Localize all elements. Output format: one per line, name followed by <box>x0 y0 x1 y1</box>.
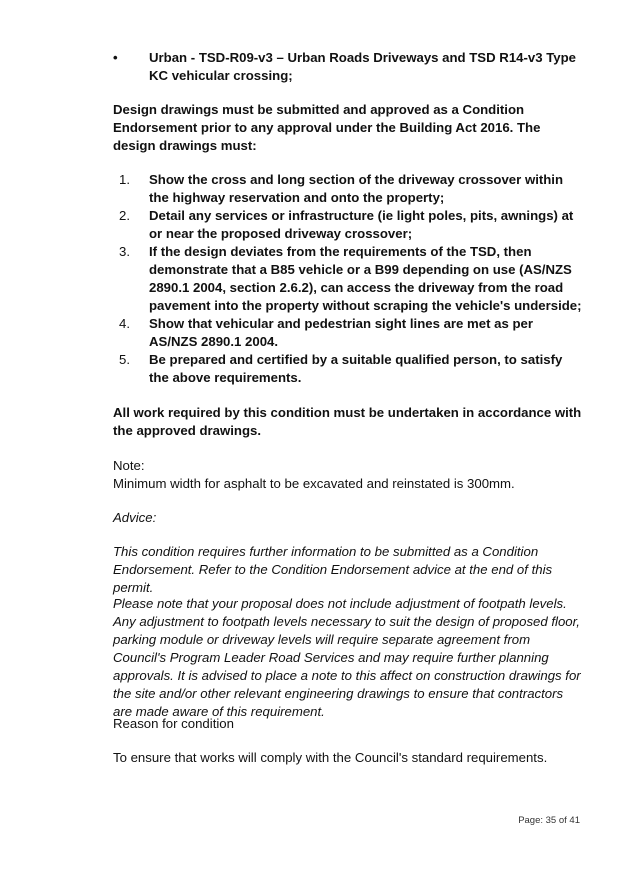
list-item-text: Detail any services or infrastructure (ie light poles, pits, awnings) at or near the proposed driveway crossover; <box>149 208 574 241</box>
bullet-text: Urban - TSD-R09-v3 – Urban Roads Driveways and TSD R14-v3 Type KC vehicular crossing; <box>149 50 577 83</box>
list-item <box>113 315 583 351</box>
reason-label: Reason for condition <box>113 716 234 731</box>
all-work-paragraph: All work required by this condition must be undertaken in accordance with the approved drawings. <box>113 405 582 438</box>
advice-paragraph-2: Please note that your proposal does not include adjustment of footpath levels. Any adjustment to footpath levels necessary to suit the design of proposed floor, parking module or driveway levels will require separate agreement from Council's Program Leader Road Services and may require further planning approvals. It is advised to place a note to this affect on construction drawings for the site and/or other relevant engineering drawings to ensure that contractors are made aware of this requirement. <box>113 596 581 719</box>
list-item-number: 3. <box>119 244 130 259</box>
list-item <box>113 243 583 315</box>
list-item-number: 5. <box>119 352 130 367</box>
bullet-glyph: • <box>113 50 118 65</box>
list-item-text: Show the cross and long section of the driveway crossover within the highway reservation and onto the property; <box>149 172 564 205</box>
list-item-number: 4. <box>119 316 130 331</box>
design-intro-paragraph: Design drawings must be submitted and approved as a Condition Endorsement prior to any approval under the Building Act 2016. The design drawings must: <box>113 102 541 153</box>
list-item <box>113 207 583 243</box>
list-item-text: If the design deviates from the requirements of the TSD, then demonstrate that a B85 vehicle or a B99 depending on use (AS/NZS 2890.1 2004, section 2.6.2), can access the driveway from the road pavement into the property without scraping the vehicle's underside; <box>149 244 582 313</box>
note-label: Note: <box>113 458 145 473</box>
advice-paragraph-1: This condition requires further information to be submitted as a Condition Endorsement. Refer to the Condition Endorsement advice at the end of this permit. <box>113 544 553 595</box>
list-item <box>113 171 583 207</box>
reason-text: To ensure that works will comply with the Council's standard requirements. <box>113 750 548 765</box>
advice-label: Advice: <box>113 510 157 525</box>
note-text: Minimum width for asphalt to be excavated and reinstated is 300mm. <box>113 476 515 491</box>
list-item <box>113 351 583 387</box>
list-item-text: Show that vehicular and pedestrian sight lines are met as per AS/NZS 2890.1 2004. <box>149 316 534 349</box>
requirements-list <box>113 171 583 387</box>
page-number: Page: 35 of 41 <box>518 815 580 826</box>
list-item-text: Be prepared and certified by a suitable qualified person, to satisfy the above requirements. <box>149 352 563 385</box>
list-item-number: 2. <box>119 208 130 223</box>
list-item-number: 1. <box>119 172 130 187</box>
